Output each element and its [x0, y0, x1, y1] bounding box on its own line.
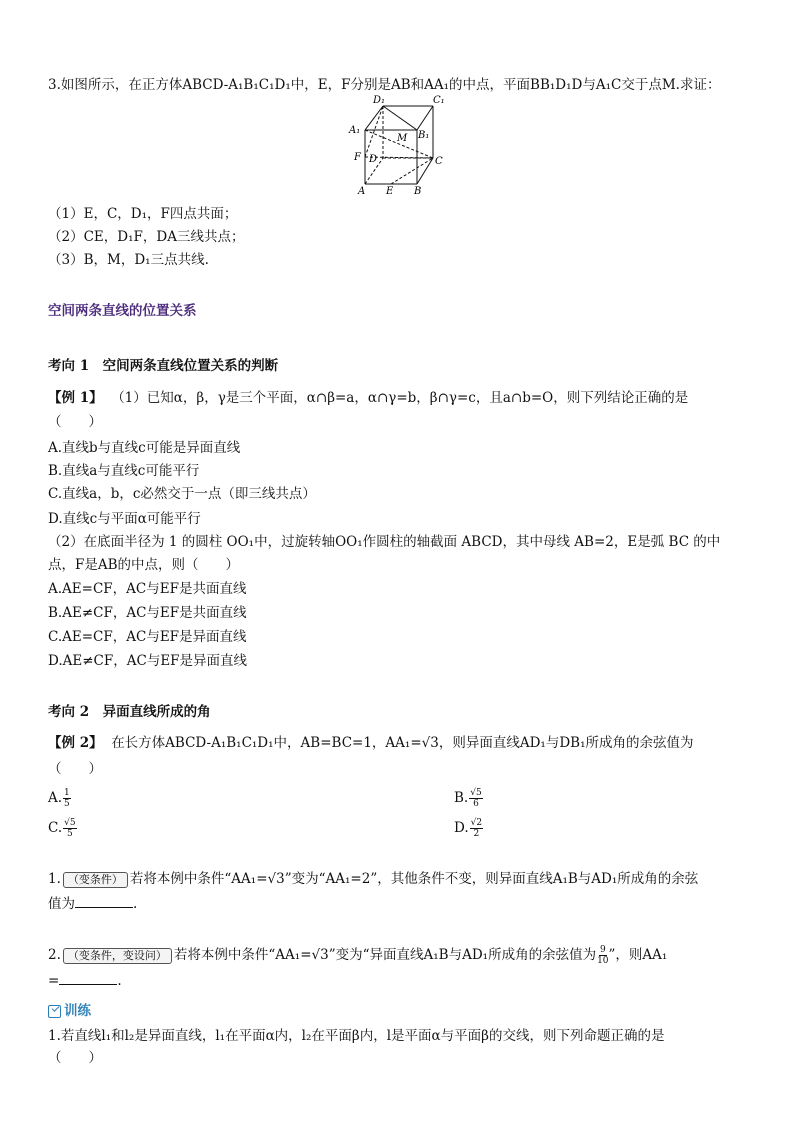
label-m: M	[397, 133, 408, 144]
ex1-p2-option-a: A.AE=CF，AC与EF是共面直线	[48, 581, 247, 597]
kx1-title: 考向 1 空间两条直线位置关系的判断	[48, 358, 279, 374]
label-c1: C₁	[433, 95, 445, 106]
training-q1-paren: （ ）	[48, 1050, 102, 1066]
var2-line2: = .	[48, 973, 122, 989]
ex1-p2-line2: 点，F是AB的中点，则（ ）	[48, 557, 240, 573]
label-b1: B₁	[418, 130, 430, 141]
label-d: D	[369, 154, 378, 165]
label-e: E	[386, 186, 394, 197]
ex1-line	[48, 389, 754, 407]
ex1-p1-option-c: C.直线a，b，c必然交于一点（即三线共点）	[48, 486, 316, 502]
ex2-label: 【例 2】	[48, 735, 103, 751]
training-icon	[48, 1005, 61, 1018]
ex1-p2-option-d: D.AE≠CF，AC与EF是异面直线	[48, 653, 248, 669]
label-f: F	[354, 152, 361, 163]
training-label: 训练	[64, 1003, 91, 1019]
ex2-options-row-1	[48, 788, 754, 809]
q3-item-1: （1）E，C，D₁，F四点共面；	[48, 206, 238, 222]
var2-line1: 2. （变条件，变设问） 若将本例中条件“AA₁=√3”变为“异面直线A₁B与AD₁所成角的余弦值为 $\frac{9}{10}$ ”，则AA₁	[48, 945, 668, 966]
ex1-p1-option-b: B.直线a与直线c可能平行	[48, 463, 200, 479]
ex1-p2-line1: （2）在底面半径为 1 的圆柱 OO₁中，过旋转轴OO₁作圆柱的轴截面 ABCD，其中母线 AB=2，E是弧 BC 的中	[48, 534, 721, 550]
kx2-title: 考向 2 异面直线所成的角	[48, 704, 211, 720]
ex2-option-d: D. $\frac{√2}{2}$	[454, 818, 483, 839]
ex2-stem: 在长方体ABCD-A₁B₁C₁D₁中，AB=BC=1，AA₁=√3，则异面直线AD₁与DB₁所成角的余弦值为	[111, 735, 694, 751]
ex1-p2-option-b: B.AE≠CF，AC与EF是共面直线	[48, 605, 247, 621]
ex1-p1-option-d: D.直线c与平面α可能平行	[48, 511, 201, 527]
var1-line1: 1. （变条件） 若将本例中条件“AA₁=√3”变为“AA₁=2”，其他条件不变，则异面直线A₁B与AD₁所成角的余弦	[48, 871, 699, 887]
var2-tag: （变条件，变设问）	[63, 948, 172, 964]
ex1-p1: （1）已知α，β，γ是三个平面，α∩β=a，α∩γ=b，β∩γ=c，且a∩b=O，则下列结论正确的是	[111, 390, 689, 406]
training-q1: 1.若直线l₁和l₂是异面直线，l₁在平面α内，l₂在平面β内，l是平面α与平面β的交线，则下列命题正确的是	[48, 1028, 665, 1044]
section-title: 空间两条直线的位置关系	[48, 303, 197, 319]
var1-line2: 值为 .	[48, 896, 138, 912]
ex2-option-b: B. $\frac{√5}{6}$	[454, 788, 482, 809]
ex2-option-c: C. $\frac{√5}{5}$	[48, 818, 76, 839]
ex1-p1-option-a: A.直线b与直线c可能是异面直线	[48, 440, 241, 456]
label-c: C	[435, 156, 443, 167]
label-b: B	[414, 186, 422, 197]
label-a1: A₁	[349, 125, 361, 136]
ex1-label: 【例 1】	[48, 390, 103, 406]
ex2-paren: （ ）	[48, 761, 102, 777]
var1-tag: （变条件）	[63, 872, 128, 888]
cube-figure	[345, 92, 455, 198]
training-header	[48, 1002, 754, 1020]
q3-item-3: （3）B，M，D₁三点共线.	[48, 252, 209, 268]
ex2-options-row-2	[48, 818, 754, 839]
ex2-option-a: A. $\frac{1}{5}$	[48, 788, 70, 809]
ex1-p1-paren: （ ）	[48, 414, 102, 430]
var1-answer-blank	[75, 895, 133, 908]
label-d1: D₁	[373, 95, 386, 106]
label-a: A	[358, 186, 366, 197]
q3-item-2: （2）CE，D₁F，DA三线共点；	[48, 229, 245, 245]
var2-answer-blank	[59, 972, 117, 985]
ex2-line	[48, 734, 754, 752]
ex1-p2-option-c: C.AE=CF，AC与EF是异面直线	[48, 629, 247, 645]
q3-stem: 3.如图所示，在正方体ABCD-A₁B₁C₁D₁中，E，F分别是AB和AA₁的中点，平面BB₁D₁D与A₁C交于点M.求证：	[48, 77, 721, 93]
